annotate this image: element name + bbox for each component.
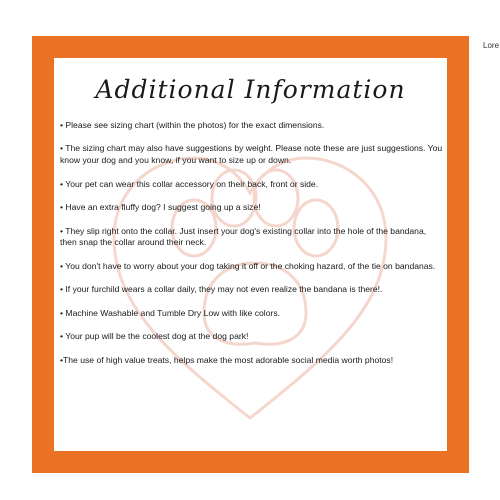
bullet-dot: • [60, 202, 66, 213]
bullet-list [60, 120, 443, 378]
bullet-dot: • [60, 143, 66, 154]
stray-text: Lore [483, 41, 500, 50]
list-item-text: Have an extra fluffy dog? I suggest going up a size! [65, 202, 261, 213]
list-item [60, 284, 443, 296]
bullet-dot: • [60, 120, 66, 130]
list-item [60, 355, 443, 367]
page-title: Additional Information [95, 75, 406, 104]
list-item-text: They slip right onto the collar. Just insert your dog's existing collar into the hole of the bandana, then snap the collar around their neck. [60, 225, 427, 248]
list-item-text: Your pup will be the coolest dog at the dog park! [65, 331, 249, 342]
orange-frame [32, 36, 469, 473]
list-item [60, 202, 443, 214]
bullet-dot: • [60, 307, 66, 318]
list-item [60, 120, 443, 132]
info-card [54, 58, 447, 451]
bullet-dot: • [60, 354, 64, 365]
list-item [60, 331, 443, 343]
list-item-text: If your furchild wears a collar daily, they may not even realize the bandana is there!. [65, 284, 383, 295]
list-item-text: You don't have to worry about your dog taking it off or the choking hazard, of the tie on bandanas. [65, 260, 436, 271]
bullet-dot: • [60, 178, 66, 189]
list-item-text: Machine Washable and Tumble Dry Low with like colors. [65, 307, 281, 318]
list-item-text: The sizing chart may also have suggestions by weight. Please note these are just suggestions. You know your dog and you know, if you want to size up or down. [60, 143, 443, 166]
list-item [60, 261, 443, 273]
bullet-dot: • [60, 284, 66, 295]
bullet-dot: • [60, 225, 66, 236]
bullet-dot: • [60, 331, 66, 342]
list-item [60, 143, 443, 166]
list-item-text: Please see sizing chart (within the photos) for the exact dimensions. [65, 120, 325, 130]
list-item-text: The use of high value treats, helps make the most adorable social media worth photos! [63, 354, 394, 365]
bullet-dot: • [60, 260, 66, 271]
list-item [60, 226, 443, 249]
list-item [60, 179, 443, 191]
list-item [60, 308, 443, 320]
list-item-text: Your pet can wear this collar accessory on their back, front or side. [65, 178, 319, 189]
